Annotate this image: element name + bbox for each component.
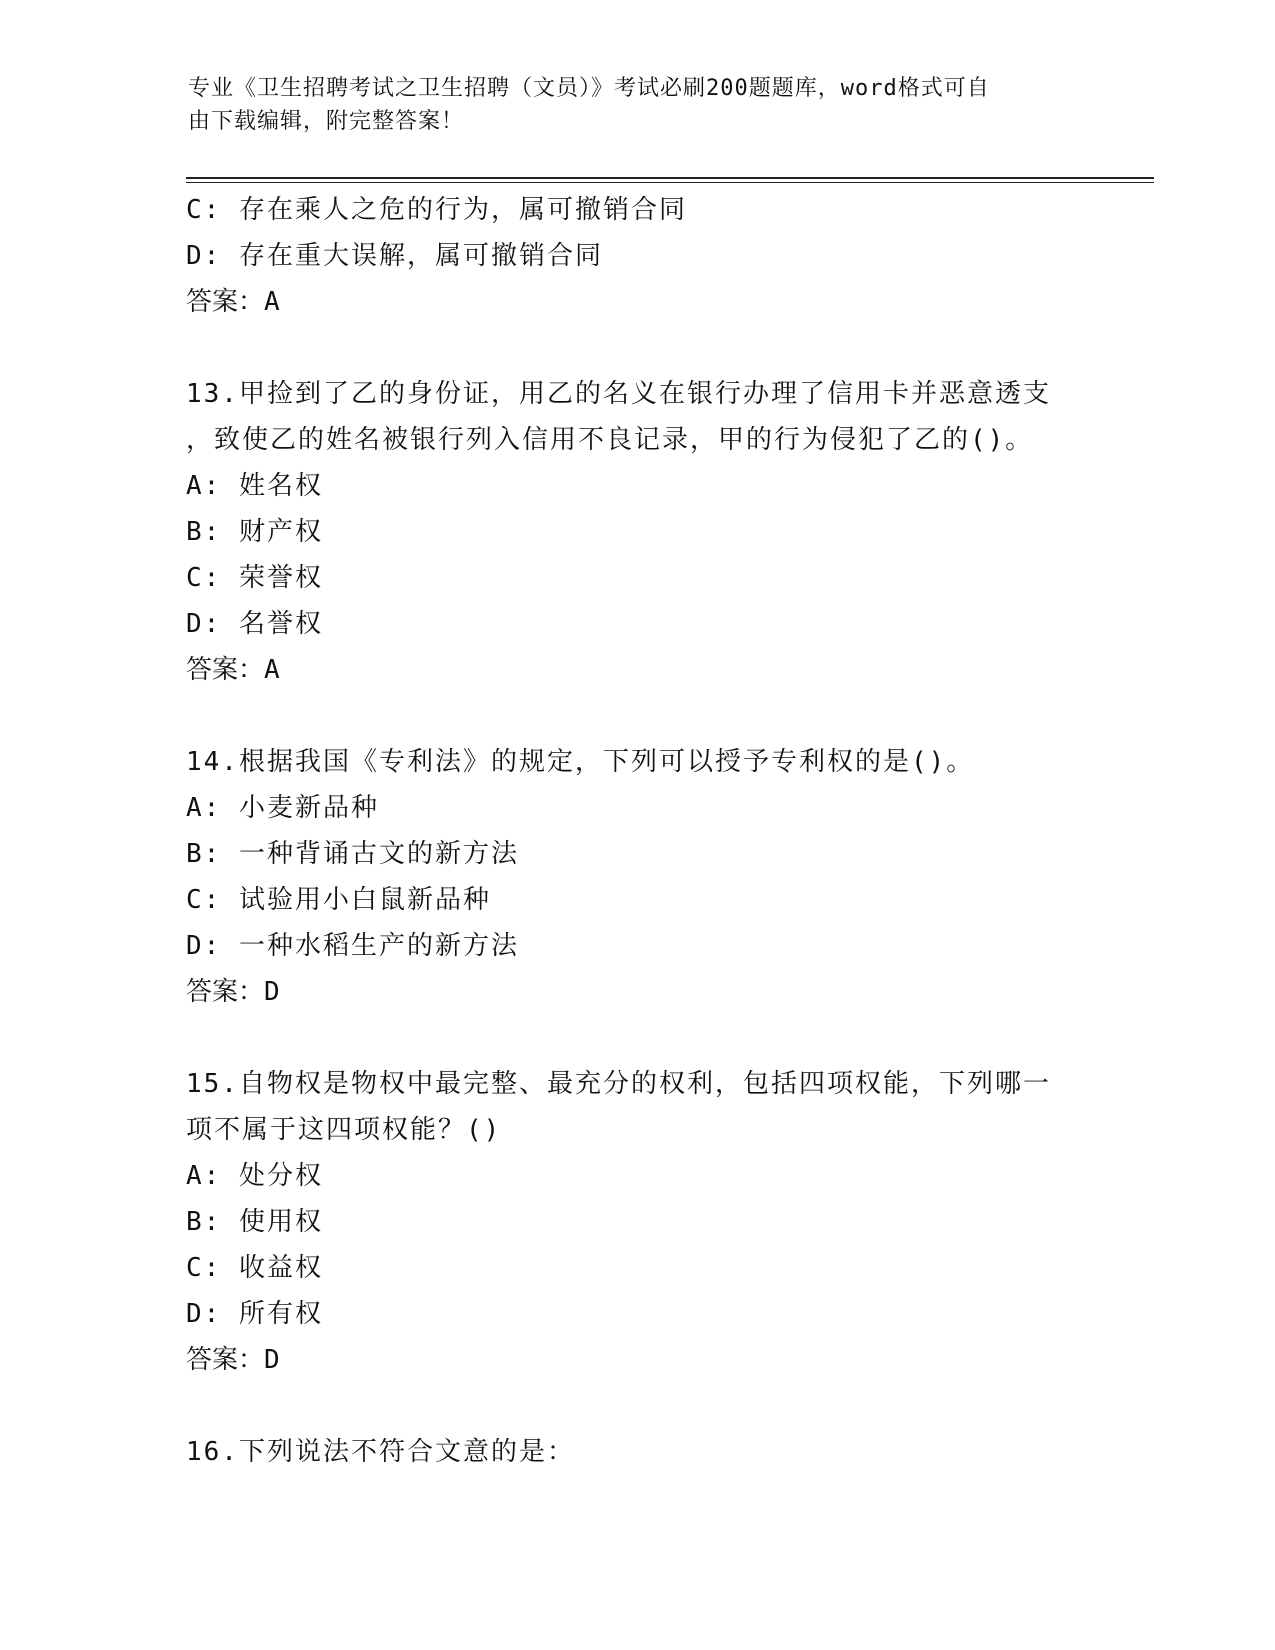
- question-content: [186, 187, 1086, 1475]
- header-line-2: 由下载编辑，附完整答案！: [188, 109, 465, 134]
- question-stem-line: 15.自物权是物权中最完整、最充分的权利，包括四项权能，下列哪一: [186, 1069, 1051, 1099]
- option-row: [186, 785, 1086, 831]
- option-row: [186, 233, 1086, 279]
- header-divider-thick: [186, 177, 1154, 179]
- option-row: [186, 877, 1086, 923]
- option-row: [186, 463, 1086, 509]
- question-stem-line: 16.下列说法不符合文意的是：: [186, 1437, 575, 1467]
- option-text: 收益权: [238, 1253, 323, 1283]
- option-row: [186, 1153, 1086, 1199]
- option-text: 荣誉权: [238, 563, 323, 593]
- answer-row: [186, 1337, 1086, 1383]
- option-label: D:: [186, 241, 222, 271]
- option-text: 存在重大误解，属可撤销合同: [238, 241, 603, 271]
- option-label: D:: [186, 609, 222, 639]
- question-13: [186, 371, 1086, 693]
- option-text: 使用权: [238, 1207, 323, 1237]
- spacer: [186, 1015, 1086, 1061]
- option-row: [186, 509, 1086, 555]
- answer-value: A: [264, 287, 282, 317]
- answer-row: [186, 969, 1086, 1015]
- option-text: 财产权: [238, 517, 323, 547]
- spacer: [186, 693, 1086, 739]
- option-label: A:: [186, 471, 222, 501]
- question-stem-line: 13.甲捡到了乙的身份证，用乙的名义在银行办理了信用卡并恶意透支: [186, 379, 1051, 409]
- option-row: [186, 923, 1086, 969]
- option-row: [186, 187, 1086, 233]
- question-stem-line: 14.根据我国《专利法》的规定，下列可以授予专利权的是()。: [186, 747, 975, 777]
- option-row: [186, 831, 1086, 877]
- question-16: [186, 1429, 1086, 1475]
- option-text: 试验用小白鼠新品种: [238, 885, 491, 915]
- option-label: C:: [186, 195, 222, 225]
- option-label: B:: [186, 839, 222, 869]
- option-row: [186, 1245, 1086, 1291]
- option-text: 所有权: [238, 1299, 323, 1329]
- header-line-1: 专业《卫生招聘考试之卫生招聘（文员）》考试必刷200题题库，word格式可自: [188, 76, 990, 101]
- option-row: [186, 1199, 1086, 1245]
- spacer: [186, 1383, 1086, 1429]
- option-row: [186, 1291, 1086, 1337]
- option-text: 小麦新品种: [238, 793, 379, 823]
- option-label: B:: [186, 517, 222, 547]
- answer-label: 答案：: [186, 1345, 265, 1375]
- option-text: 处分权: [238, 1161, 323, 1191]
- option-label: A:: [186, 793, 222, 823]
- answer-value: D: [264, 977, 282, 1007]
- question-15: [186, 1061, 1086, 1383]
- option-label: D:: [186, 1299, 222, 1329]
- option-text: 一种水稻生产的新方法: [238, 931, 519, 961]
- option-text: 名誉权: [238, 609, 323, 639]
- option-text: 姓名权: [238, 471, 323, 501]
- answer-value: A: [264, 655, 282, 685]
- answer-value: D: [264, 1345, 282, 1375]
- question-stem-line: 项不属于这四项权能？(): [186, 1115, 502, 1145]
- header-divider-thin: [186, 182, 1154, 183]
- option-label: A:: [186, 1161, 222, 1191]
- option-label: C:: [186, 885, 222, 915]
- answer-row: [186, 279, 1086, 325]
- option-label: C:: [186, 563, 222, 593]
- option-row: [186, 601, 1086, 647]
- option-label: B:: [186, 1207, 222, 1237]
- option-label: D:: [186, 931, 222, 961]
- option-row: [186, 555, 1086, 601]
- option-label: C:: [186, 1253, 222, 1283]
- page-header: [188, 72, 1068, 138]
- answer-label: 答案：: [186, 655, 265, 685]
- option-text: 一种背诵古文的新方法: [238, 839, 519, 869]
- answer-row: [186, 647, 1086, 693]
- answer-label: 答案：: [186, 287, 265, 317]
- answer-label: 答案：: [186, 977, 265, 1007]
- question-stem-line: ，致使乙的姓名被银行列入信用不良记录，甲的行为侵犯了乙的()。: [186, 425, 1034, 455]
- spacer: [186, 325, 1086, 371]
- option-text: 存在乘人之危的行为，属可撤销合同: [238, 195, 687, 225]
- question-14: [186, 739, 1086, 1015]
